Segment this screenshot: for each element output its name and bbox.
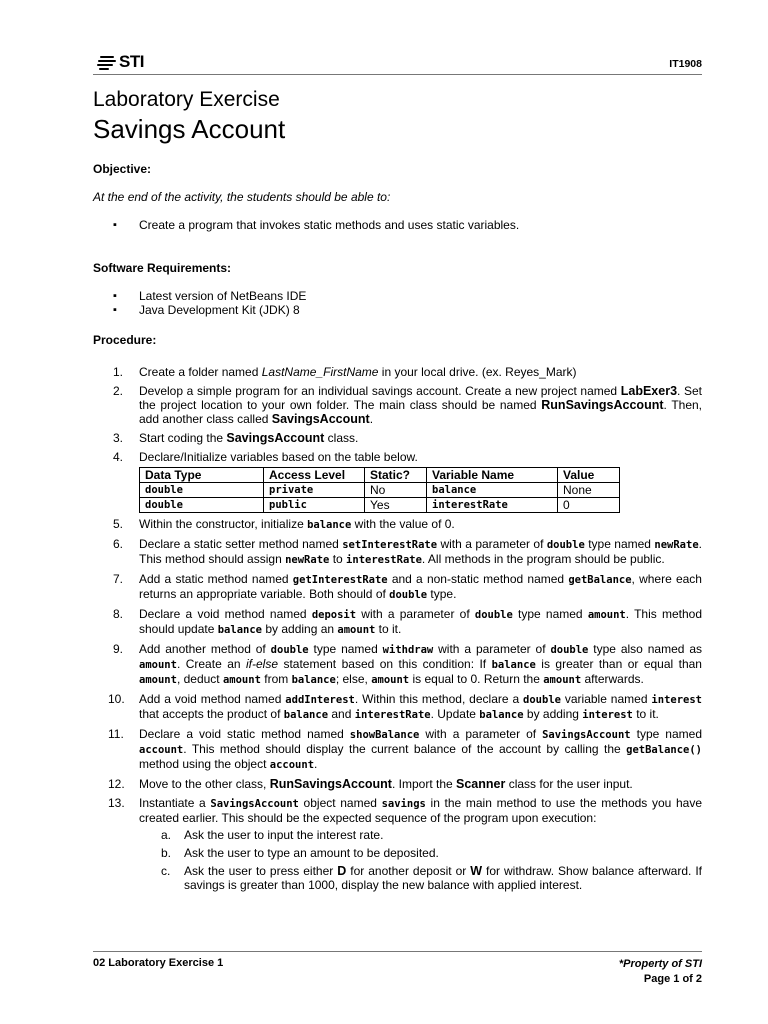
footer-right — [619, 957, 702, 987]
procedure-step-8: 8. Declare a void method named deposit with a parameter of double type named amount. This method should update balance by adding an amount to it. — [113, 607, 703, 636]
table-cell: double — [140, 498, 264, 513]
page-number: Page 1 of 2 — [643, 973, 702, 985]
table-cell: public — [264, 498, 365, 513]
table-row — [140, 483, 620, 498]
title-line-2: Savings Account — [93, 114, 286, 144]
property-notice: *Property of STI — [618, 958, 702, 970]
table-header-cell: Variable Name — [427, 468, 558, 483]
table-cell: balance — [427, 483, 558, 498]
procedure-step-5: 5. Within the constructor, initialize balance with the value of 0. — [113, 517, 455, 531]
sequence-item-b: b. Ask the user to type an amount to be deposited. — [161, 846, 439, 860]
software-heading: Software Requirements: — [93, 261, 232, 275]
software-item: ▪ Latest version of NetBeans IDE — [93, 289, 702, 303]
program-sequence-list — [139, 828, 702, 892]
procedure-step-6: 6. Declare a static setter method named setInterestRate with a parameter of double type named newRate. This method should assign newRate to interestRate. All methods in the program should be public. — [113, 537, 702, 566]
logo-text: STI — [119, 52, 144, 71]
title-line-1: Laboratory Exercise — [93, 88, 280, 111]
footer-title: 02 Laboratory Exercise 1 — [93, 957, 224, 969]
procedure-step-1: 1. Create a folder named LastName_FirstName in your local drive. (ex. Reyes_Mark) — [113, 365, 577, 379]
table-header-row — [140, 468, 620, 483]
procedure-step-10: 10. Add a void method named addInterest. Within this method, declare a double variable named interest that accepts the product of balance and interestRate. Update balance by adding interest to it. — [108, 692, 702, 721]
software-list — [93, 289, 702, 317]
objective-list — [93, 218, 702, 232]
sti-logo — [97, 52, 144, 72]
procedure-step-9: 9. Add another method of double type named withdraw with a parameter of double type also named as amount. Create an if-else statement based on this condition: If balance is greater than or equal than amount, deduct amount from balance; else, amount is equal to 0. Return the amount afterwards. — [113, 642, 703, 686]
footer-divider — [93, 951, 702, 952]
table-header-cell: Value — [558, 468, 620, 483]
table-cell: double — [140, 483, 264, 498]
procedure-heading: Procedure: — [93, 333, 157, 347]
procedure-step-12: 12. Move to the other class, RunSavingsAccount. Import the Scanner class for the user input. — [108, 777, 633, 791]
table-header-cell: Data Type — [140, 468, 264, 483]
table-header-cell: Static? — [365, 468, 427, 483]
course-code: IT1908 — [669, 58, 702, 70]
table-cell: 0 — [558, 498, 620, 513]
table-cell: Yes — [365, 498, 427, 513]
table-row — [140, 498, 620, 513]
table-cell: interestRate — [427, 498, 558, 513]
procedure-list — [93, 365, 702, 892]
variables-table — [139, 467, 620, 513]
procedure-step-4: 4. Declare/Initialize variables based on the table below. Data Type Access Level Static? Variable Name Value double private No balance None double public Yes interestRate 0 — [93, 450, 702, 513]
procedure-step-2: 2. Develop a simple program for an individual savings account. Create a new project named LabExer3. Set the project location to your own folder. The main class should be named RunSavingsAccount. Then, add another class called SavingsAccount. — [113, 384, 703, 426]
sequence-item-a: a. Ask the user to input the interest rate. — [161, 828, 384, 842]
procedure-step-13: 13. Instantiate a SavingsAccount object named savings in the main method to use the methods you have created earlier. This should be the expected sequence of the program upon execution: a. Ask the user to input the interest rate. b. Ask the user to type an amount to be deposited. c. Ask the user to press either D for another deposit or W for withdraw. Show balance afterward. If savings is greater than 1000, display the new balance with applied interest. — [108, 796, 703, 892]
objective-item: ▪ Create a program that invokes static methods and uses static variables. — [93, 218, 702, 232]
document-body — [93, 162, 702, 897]
sequence-item-c: c. Ask the user to press either D for another deposit or W for withdraw. Show balance afterward. If savings is greater than 1000, display the new balance with applied interest. — [161, 864, 702, 892]
objective-intro: At the end of the activity, the students should be able to: — [93, 190, 391, 204]
software-item: ▪ Java Development Kit (JDK) 8 — [93, 303, 702, 317]
header-divider — [93, 74, 702, 75]
table-cell: private — [264, 483, 365, 498]
procedure-step-3: 3. Start coding the SavingsAccount class. — [113, 431, 359, 445]
objective-heading: Objective: — [93, 162, 152, 176]
table-cell: None — [558, 483, 620, 498]
procedure-step-7: 7. Add a static method named getInterestRate and a non-static method named getBalance, where each returns an appropriate variable. Both should of double type. — [113, 572, 702, 601]
procedure-step-11: 11. Declare a void static method named showBalance with a parameter of SavingsAccount type named account. This method should display the current balance of the account by calling the getBalance() method using the object account. — [108, 727, 702, 771]
sti-swoosh-icon — [97, 54, 117, 70]
table-header-cell: Access Level — [264, 468, 365, 483]
table-cell: No — [365, 483, 427, 498]
